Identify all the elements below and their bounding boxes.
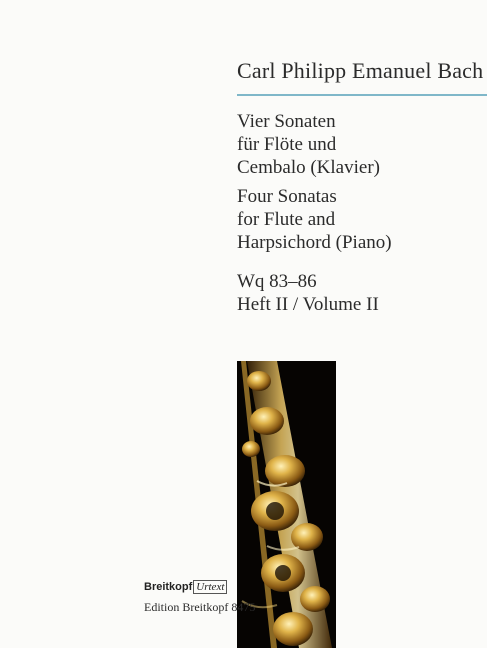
title-de-line: Cembalo (Klavier) — [237, 157, 380, 178]
composer-name: Carl Philipp Emanuel Bach — [237, 58, 484, 83]
volume-label: Heft II / Volume II — [237, 294, 379, 315]
publisher-logo — [144, 580, 227, 594]
title-en-line: for Flute and — [237, 209, 336, 230]
urtext-badge: Urtext — [193, 580, 227, 594]
title-block — [237, 110, 392, 254]
title-de-line: Vier Sonaten — [237, 111, 336, 132]
edition-number: Edition Breitkopf 8475 — [144, 600, 256, 614]
publisher-name: Breitkopf — [144, 581, 193, 593]
catalog-block — [237, 270, 379, 316]
title-rule — [237, 94, 487, 96]
title-en-line: Harpsichord (Piano) — [237, 232, 392, 253]
catalog-number: Wq 83–86 — [237, 271, 317, 292]
title-en-line: Four Sonatas — [237, 186, 337, 207]
title-de-line: für Flöte und — [237, 134, 337, 155]
